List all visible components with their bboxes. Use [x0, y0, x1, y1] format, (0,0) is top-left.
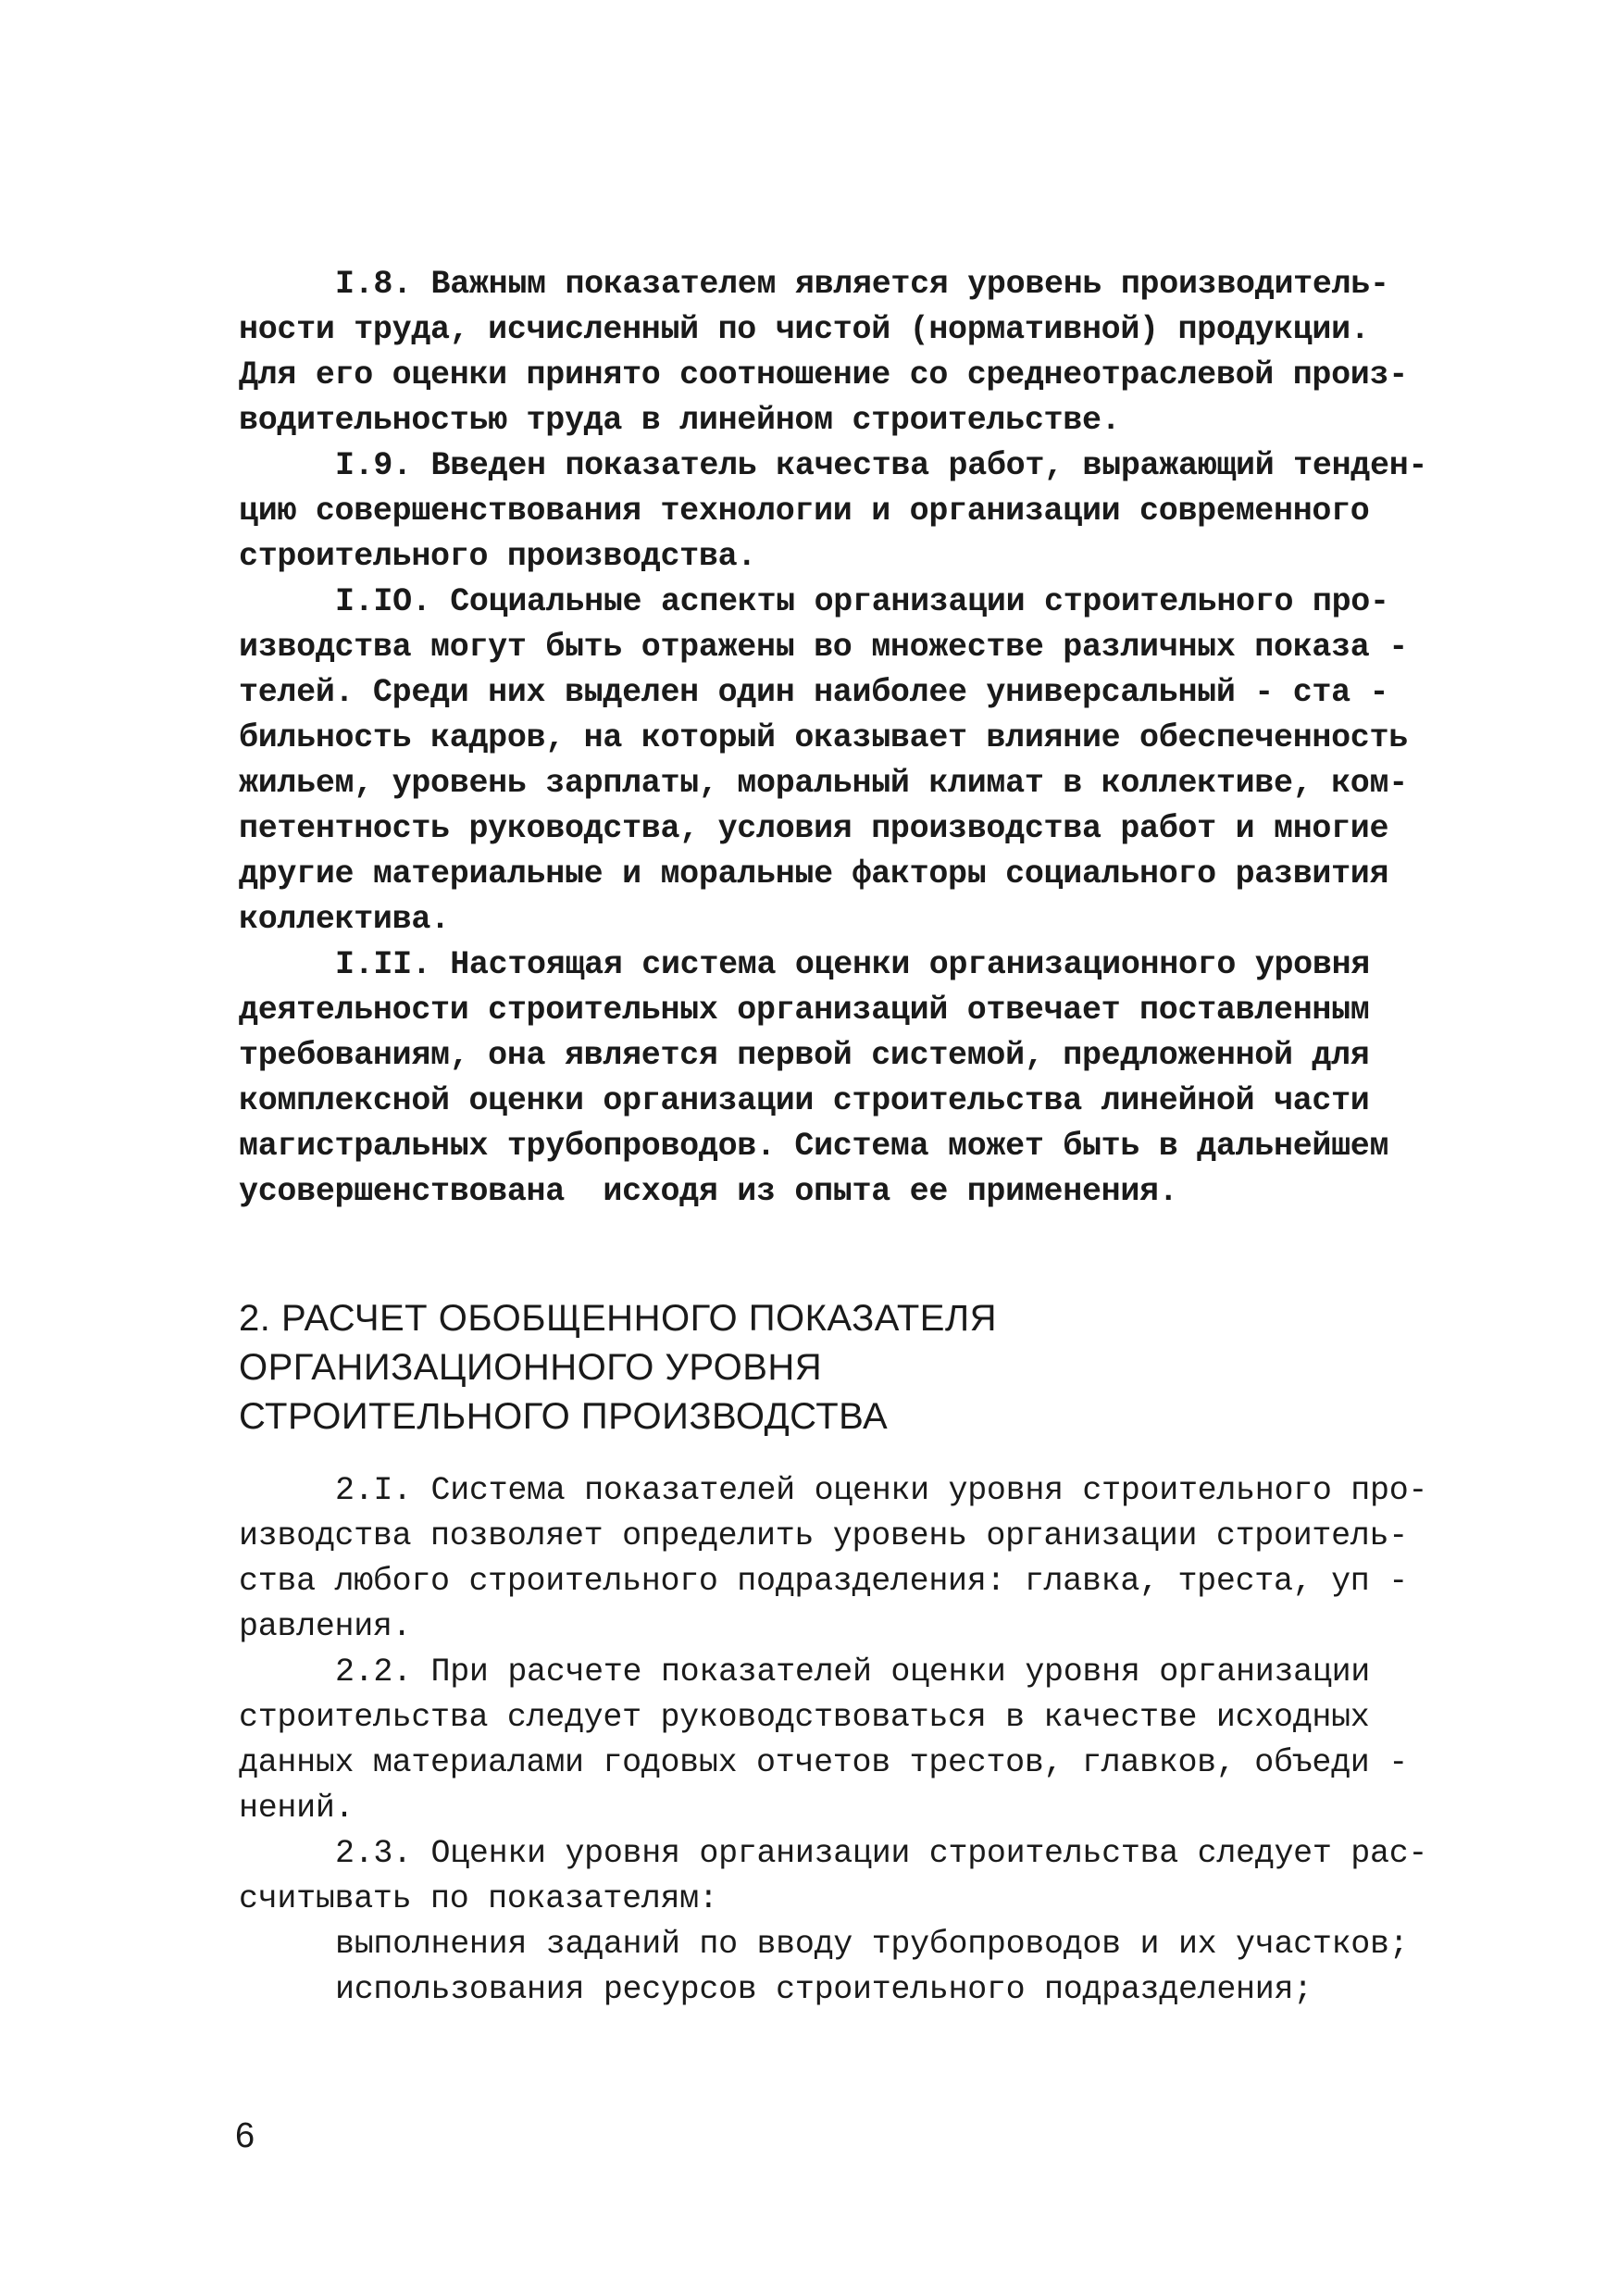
- text-line: ности труда, исчисленный по чистой (нормативной) продукции.: [239, 311, 1370, 348]
- text-line: комплексной оценки организации строительства линейной части: [239, 1082, 1370, 1119]
- text-line: ства любого строительного подразделения: главка, треста, уп -: [239, 1563, 1408, 1600]
- text-line: телей. Среди них выделен один наиболее универсальный - ста -: [239, 674, 1389, 711]
- section-2-heading: [239, 1294, 997, 1441]
- text-line: нений.: [239, 1790, 355, 1827]
- text-line: изводства позволяет определить уровень организации строитель-: [239, 1517, 1408, 1554]
- text-line: коллектива.: [239, 901, 450, 938]
- text-line: 2.3. Оценки уровня организации строительства следует рас-: [335, 1835, 1428, 1872]
- text-line: выполнения заданий по вводу трубопроводов и их участков;: [335, 1926, 1409, 1963]
- heading-line: СТРОИТЕЛЬНОГО ПРОИЗВОДСТВА: [239, 1396, 889, 1437]
- heading-line: ОРГАНИЗАЦИОННОГО УРОВНЯ: [239, 1347, 823, 1388]
- text-line: Для его оценки принято соотношение со среднеотраслевой произ-: [239, 356, 1408, 393]
- text-line: усовершенствована исходя из опыта ее применения.: [239, 1173, 1178, 1210]
- text-line: считывать по показателям:: [239, 1880, 718, 1917]
- text-line: цию совершенствования технологии и организации современного: [239, 493, 1370, 530]
- text-line: I.IO. Социальные аспекты организации строительного про-: [335, 583, 1389, 620]
- text-line: использования ресурсов строительного подразделения;: [335, 1971, 1313, 2008]
- text-line: строительства следует руководствоваться в качестве исходных: [239, 1699, 1370, 1736]
- text-line: 2.2. При расчете показателей оценки уровня организации: [335, 1653, 1370, 1691]
- text-line: другие материальные и моральные факторы социального развития: [239, 855, 1389, 892]
- section-2-1-to-2-3: [239, 1468, 1461, 2013]
- text-line: магистральных трубопроводов. Система может быть в дальнейшем: [239, 1128, 1389, 1165]
- text-line: I.8. Важным показателем является уровень производитель-: [335, 266, 1389, 303]
- page-number: 6: [235, 2116, 255, 2155]
- text-line: бильность кадров, на который оказывает влияние обеспеченность: [239, 719, 1408, 756]
- text-line: деятельности строительных организаций отвечает поставленным: [239, 992, 1370, 1029]
- text-line: строительного производства.: [239, 538, 756, 575]
- heading-line: 2. РАСЧЕТ ОБОБЩЕННОГО ПОКАЗАТЕЛЯ: [239, 1298, 998, 1339]
- text-line: I.II. Настоящая система оценки организационного уровня: [335, 946, 1370, 983]
- text-line: изводства могут быть отражены во множестве различных показа -: [239, 629, 1408, 666]
- text-line: петентность руководства, условия производства работ и многие: [239, 810, 1389, 847]
- text-line: водительностью труда в линейном строительстве.: [239, 402, 1121, 439]
- text-line: 2.I. Система показателей оценки уровня строительного про-: [335, 1472, 1428, 1509]
- text-line: данных материалами годовых отчетов трестов, главков, объеди -: [239, 1744, 1408, 1781]
- text-line: жильем, уровень зарплаты, моральный климат в коллективе, ком-: [239, 765, 1408, 802]
- section-1-8-to-1-11: [239, 262, 1461, 1215]
- text-line: требованиям, она является первой системой, предложенной для: [239, 1037, 1370, 1074]
- text-line: I.9. Введен показатель качества работ, выражающий тенден-: [335, 447, 1428, 484]
- text-line: равления.: [239, 1608, 412, 1645]
